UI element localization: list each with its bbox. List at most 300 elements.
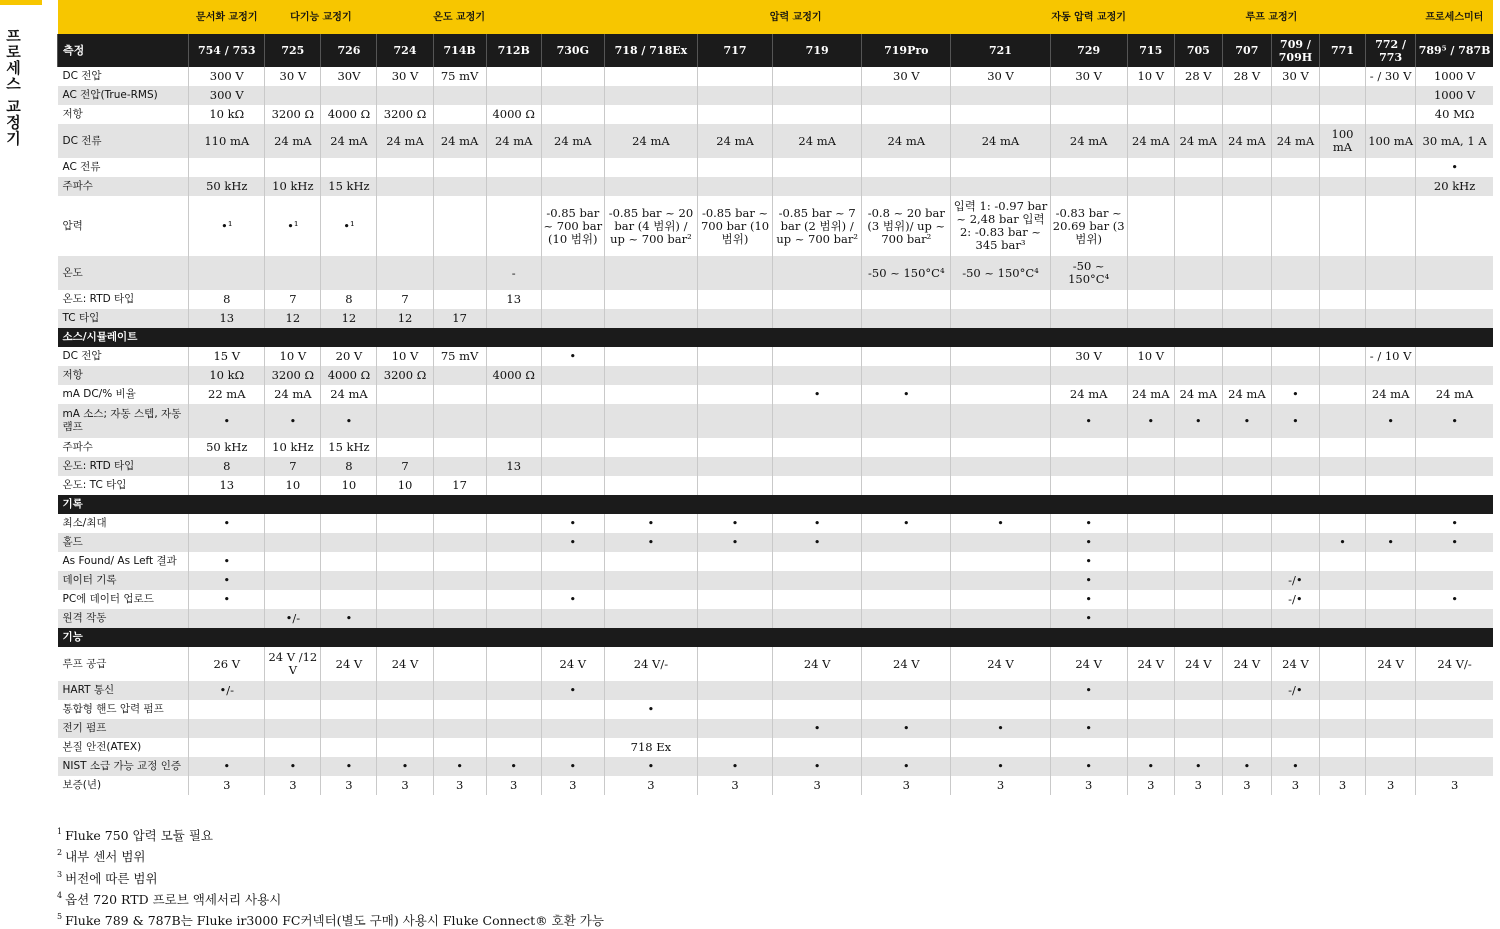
table-cell [1050, 366, 1127, 385]
table-cell: •/- [189, 681, 265, 700]
row-label: 저항 [58, 366, 189, 385]
table-cell [1174, 514, 1222, 533]
table-cell [1416, 738, 1493, 757]
table-cell [1319, 256, 1365, 290]
table-row [58, 552, 1494, 571]
table-cell [773, 86, 862, 105]
table-cell [541, 700, 604, 719]
table-cell [1416, 438, 1493, 457]
table-cell: 20 kHz [1416, 177, 1493, 196]
table-cell: 3 [1050, 776, 1127, 795]
table-cell [1174, 590, 1222, 609]
table-cell [1174, 290, 1222, 309]
table-cell: • [541, 681, 604, 700]
footnote [57, 887, 604, 908]
table-cell [604, 256, 697, 290]
table-cell [604, 404, 697, 438]
table-cell: • [1416, 514, 1493, 533]
model-header: 771 [1319, 34, 1365, 67]
table-cell: 100 mA [1366, 124, 1416, 158]
table-cell: • [321, 609, 377, 628]
model-header: 718 / 718Ex [604, 34, 697, 67]
table-cell [1366, 86, 1416, 105]
table-cell [862, 86, 951, 105]
table-cell [697, 86, 772, 105]
table-cell [1366, 738, 1416, 757]
table-cell [1127, 86, 1174, 105]
table-cell [486, 177, 541, 196]
table-cell [541, 385, 604, 404]
table-cell [1174, 533, 1222, 552]
table-cell [1416, 347, 1493, 366]
table-cell: 7 [265, 290, 321, 309]
table-cell [377, 609, 433, 628]
table-cell [433, 514, 486, 533]
table-cell: • [1127, 404, 1174, 438]
table-cell [1127, 476, 1174, 495]
table-cell [541, 177, 604, 196]
table-cell [604, 385, 697, 404]
table-cell [1222, 347, 1271, 366]
table-cell: 10 [321, 476, 377, 495]
table-cell [265, 533, 321, 552]
table-row [58, 647, 1494, 681]
row-label: 원격 작동 [58, 609, 189, 628]
table-cell [189, 719, 265, 738]
table-cell [486, 609, 541, 628]
table-cell [486, 552, 541, 571]
table-cell [541, 256, 604, 290]
table-cell: • [1222, 404, 1271, 438]
table-cell [265, 552, 321, 571]
table-cell [862, 177, 951, 196]
table-cell [1050, 105, 1127, 124]
table-cell: 7 [377, 457, 433, 476]
table-cell [1050, 738, 1127, 757]
table-cell: • [773, 533, 862, 552]
table-cell [1222, 309, 1271, 328]
table-cell [1174, 681, 1222, 700]
table-cell: 3200 Ω [265, 105, 321, 124]
model-header: 715 [1127, 34, 1174, 67]
table-cell [1127, 196, 1174, 256]
table-cell: 24 mA [541, 124, 604, 158]
table-cell [1127, 514, 1174, 533]
table-cell [697, 738, 772, 757]
table-cell [773, 609, 862, 628]
table-cell [1366, 476, 1416, 495]
table-cell [697, 700, 772, 719]
table-cell [486, 647, 541, 681]
table-cell [1416, 681, 1493, 700]
table-cell [1366, 590, 1416, 609]
table-cell [433, 158, 486, 177]
table-cell [486, 67, 541, 86]
table-cell [773, 476, 862, 495]
table-cell: •/- [265, 609, 321, 628]
table-cell: • [1050, 552, 1127, 571]
table-cell [265, 590, 321, 609]
row-label: As Found/ As Left 결과 [62, 555, 177, 567]
footnote [57, 908, 604, 929]
table-cell: 24 V [1271, 647, 1319, 681]
row-label: 홀드 [58, 533, 189, 552]
table-cell: • [1050, 571, 1127, 590]
table-cell: 7 [265, 457, 321, 476]
table-row [58, 177, 1494, 196]
table-cell [1319, 571, 1365, 590]
model-header: 721 [951, 34, 1050, 67]
table-cell [1222, 476, 1271, 495]
table-cell [189, 533, 265, 552]
table-cell [486, 738, 541, 757]
table-cell [377, 533, 433, 552]
table-cell [265, 158, 321, 177]
row-label: 압력 [62, 219, 83, 232]
table-cell [1127, 309, 1174, 328]
table-cell [1127, 256, 1174, 290]
table-cell: • [1271, 757, 1319, 776]
table-cell [1174, 700, 1222, 719]
table-cell [951, 738, 1050, 757]
table-cell: 24 mA [1174, 124, 1222, 158]
table-cell [1319, 757, 1365, 776]
table-cell [604, 476, 697, 495]
row-label: NIST 소급 가능 교정 인증 [58, 757, 189, 776]
table-cell [604, 86, 697, 105]
table-cell [1174, 552, 1222, 571]
table-cell [1222, 590, 1271, 609]
table-cell: 24 mA [697, 124, 772, 158]
table-cell [1366, 290, 1416, 309]
table-cell [1174, 347, 1222, 366]
table-cell: 15 kHz [321, 177, 377, 196]
table-cell: 24 mA [1366, 385, 1416, 404]
table-cell [697, 609, 772, 628]
table-cell [951, 385, 1050, 404]
table-cell [1127, 700, 1174, 719]
side-title: 프로세스 교정기 [4, 28, 22, 147]
table-cell: 24 mA [1222, 385, 1271, 404]
table-cell [1050, 290, 1127, 309]
footnote-mark: 4 [57, 890, 63, 900]
table-cell: • [189, 757, 265, 776]
table-cell: • [189, 552, 265, 571]
row-label: 온도: RTD 타입 [62, 293, 135, 305]
table-cell [189, 700, 265, 719]
table-cell [951, 681, 1050, 700]
table-cell: 24 V/- [604, 647, 697, 681]
table-cell [1174, 457, 1222, 476]
table-cell: • [1050, 681, 1127, 700]
table-cell: 30 V [951, 67, 1050, 86]
table-cell [1319, 719, 1365, 738]
table-cell [1127, 290, 1174, 309]
table-cell [486, 158, 541, 177]
table-cell: 7 [377, 290, 433, 309]
table-cell: 24 mA [1222, 124, 1271, 158]
table-cell [697, 256, 772, 290]
footnote-mark: 1 [57, 827, 63, 836]
table-cell [433, 700, 486, 719]
table-cell: • [1416, 533, 1493, 552]
table-cell [1050, 158, 1127, 177]
table-cell: • [862, 757, 951, 776]
table-cell: • [1271, 404, 1319, 438]
table-cell [1319, 404, 1365, 438]
table-cell [433, 681, 486, 700]
table-cell [321, 700, 377, 719]
row-label: DC 전류 [58, 124, 189, 158]
table-cell [1271, 438, 1319, 457]
table-cell: 75 mV [433, 347, 486, 366]
table-cell [377, 385, 433, 404]
table-cell: 718 Ex [604, 738, 697, 757]
model-header: 714B [433, 34, 486, 67]
table-cell [541, 571, 604, 590]
table-cell [189, 738, 265, 757]
table-cell [1174, 158, 1222, 177]
table-cell [697, 105, 772, 124]
table-cell [1222, 533, 1271, 552]
table-cell [1174, 86, 1222, 105]
table-cell: 3 [1416, 776, 1493, 795]
table-cell [1271, 309, 1319, 328]
table-cell [862, 158, 951, 177]
table-cell [265, 719, 321, 738]
table-cell: 50 kHz [189, 177, 265, 196]
table-cell [951, 571, 1050, 590]
table-cell [1271, 177, 1319, 196]
table-row [58, 347, 1494, 366]
table-cell [773, 105, 862, 124]
table-cell: • [1050, 404, 1127, 438]
table-cell [1366, 757, 1416, 776]
table-cell [1416, 757, 1493, 776]
table-cell [1319, 105, 1365, 124]
table-cell [773, 700, 862, 719]
table-cell [1366, 105, 1416, 124]
table-cell [433, 457, 486, 476]
table-cell [1366, 719, 1416, 738]
table-cell [377, 196, 433, 256]
table-cell: • [951, 514, 1050, 533]
table-cell: 24 V [377, 647, 433, 681]
table-cell: 24 V [951, 647, 1050, 681]
table-cell: 3200 Ω [377, 105, 433, 124]
row-label: 전기 펌프 [58, 719, 189, 738]
table-cell: 22 mA [189, 385, 265, 404]
table-cell: • [541, 757, 604, 776]
table-cell [1416, 609, 1493, 628]
model-header: 717 [697, 34, 772, 67]
table-cell: 24 mA [604, 124, 697, 158]
table-row [58, 86, 1494, 105]
table-cell [697, 177, 772, 196]
table-cell [1319, 177, 1365, 196]
table-cell [377, 404, 433, 438]
table-cell: 12 [377, 309, 433, 328]
table-cell [377, 256, 433, 290]
table-cell [1271, 609, 1319, 628]
table-cell [265, 256, 321, 290]
table-cell [321, 514, 377, 533]
table-cell [189, 609, 265, 628]
table-cell: 8 [189, 457, 265, 476]
table-cell: • [1050, 514, 1127, 533]
table-cell [1127, 571, 1174, 590]
table-cell [1222, 86, 1271, 105]
table-cell [697, 681, 772, 700]
table-cell [951, 590, 1050, 609]
table-cell [486, 438, 541, 457]
table-cell [1366, 366, 1416, 385]
table-cell: • [604, 700, 697, 719]
table-cell: 15 V [189, 347, 265, 366]
table-cell: 24 V [862, 647, 951, 681]
model-header: 705 [1174, 34, 1222, 67]
table-cell [1127, 457, 1174, 476]
model-header: 719 [773, 34, 862, 67]
table-cell: 17 [433, 309, 486, 328]
table-cell [697, 590, 772, 609]
table-cell [265, 514, 321, 533]
table-cell [773, 366, 862, 385]
table-cell [604, 158, 697, 177]
table-cell [773, 158, 862, 177]
table-cell [1319, 67, 1365, 86]
table-cell [433, 552, 486, 571]
table-cell: • [1174, 404, 1222, 438]
table-cell [486, 347, 541, 366]
table-cell: •¹ [265, 196, 321, 256]
row-label: 저항 [62, 108, 83, 120]
table-cell [433, 86, 486, 105]
table-cell [773, 309, 862, 328]
table-cell: 24 mA [321, 385, 377, 404]
table-row [58, 366, 1494, 385]
table-cell [1127, 158, 1174, 177]
table-row [58, 609, 1494, 628]
table-cell [1366, 177, 1416, 196]
table-row [58, 476, 1494, 495]
table-cell: • [321, 757, 377, 776]
category-header: 온도 교정기 [377, 0, 541, 34]
table-cell [321, 590, 377, 609]
section-header: 기록 [58, 495, 1494, 514]
table-cell [541, 86, 604, 105]
table-cell [265, 571, 321, 590]
table-cell [486, 533, 541, 552]
model-header: 729 [1050, 34, 1127, 67]
table-cell [604, 457, 697, 476]
table-cell [377, 552, 433, 571]
table-cell: 10 kHz [265, 438, 321, 457]
row-label: TC 타입 [58, 309, 189, 328]
table-cell: 3 [1366, 776, 1416, 795]
table-cell: 110 mA [189, 124, 265, 158]
table-cell [1127, 590, 1174, 609]
table-cell [773, 590, 862, 609]
table-cell [433, 571, 486, 590]
table-cell: 24 V [321, 647, 377, 681]
table-cell [321, 719, 377, 738]
table-cell [1271, 719, 1319, 738]
row-label: PC에 데이터 업로드 [62, 593, 154, 605]
table-cell [433, 647, 486, 681]
table-cell: •¹ [189, 196, 265, 256]
table-cell: 3200 Ω [377, 366, 433, 385]
table-cell [1174, 309, 1222, 328]
table-cell [697, 309, 772, 328]
table-cell: • [604, 514, 697, 533]
table-cell [862, 404, 951, 438]
table-cell: 30 mA, 1 A [1416, 124, 1493, 158]
table-cell [1319, 366, 1365, 385]
table-cell: • [697, 514, 772, 533]
table-cell [1416, 290, 1493, 309]
model-header: 719Pro [862, 34, 951, 67]
table-cell [541, 719, 604, 738]
table-cell [862, 590, 951, 609]
table-cell: 3 [1174, 776, 1222, 795]
table-cell [265, 681, 321, 700]
table-cell [697, 385, 772, 404]
table-cell: • [1319, 533, 1365, 552]
table-cell: 입력 1: -0.97 bar ~ 2,48 bar 입력 2: -0.83 bar ~ 345 bar³ [951, 196, 1050, 256]
table-cell [541, 609, 604, 628]
table-cell [951, 438, 1050, 457]
table-cell [541, 67, 604, 86]
table-cell: 300 V [189, 67, 265, 86]
table-cell: • [377, 757, 433, 776]
row-label: 데이터 기록 [58, 571, 189, 590]
table-row [58, 590, 1494, 609]
table-cell: 10 [377, 476, 433, 495]
footnote [57, 823, 604, 844]
table-cell [951, 457, 1050, 476]
table-cell [486, 309, 541, 328]
table-cell: 24 mA [773, 124, 862, 158]
table-cell: 13 [486, 457, 541, 476]
table-row [58, 385, 1494, 404]
table-cell: •¹ [321, 196, 377, 256]
table-cell [604, 177, 697, 196]
table-cell [1416, 719, 1493, 738]
table-cell: • [265, 757, 321, 776]
table-row [58, 571, 1494, 590]
table-cell [1319, 647, 1365, 681]
footnote-mark: 5 [57, 912, 63, 922]
table-cell: -/• [1271, 590, 1319, 609]
model-header: 772 / 773 [1366, 34, 1416, 67]
table-cell: -0.85 bar ~ 20 bar (4 범위) / up ~ 700 bar² [604, 196, 697, 256]
table-cell: 75 mV [433, 67, 486, 86]
table-cell [697, 404, 772, 438]
table-cell: 24 mA [1127, 385, 1174, 404]
table-cell: 3 [1127, 776, 1174, 795]
table-cell: 13 [189, 309, 265, 328]
table-cell [604, 571, 697, 590]
table-row [58, 124, 1494, 158]
table-cell [1319, 385, 1365, 404]
category-header: 자동 압력 교정기 [1050, 0, 1127, 34]
table-cell: 24 V [1366, 647, 1416, 681]
table-cell [1222, 738, 1271, 757]
table-row [58, 719, 1494, 738]
table-cell: 20 V [321, 347, 377, 366]
table-cell: 300 V [189, 86, 265, 105]
